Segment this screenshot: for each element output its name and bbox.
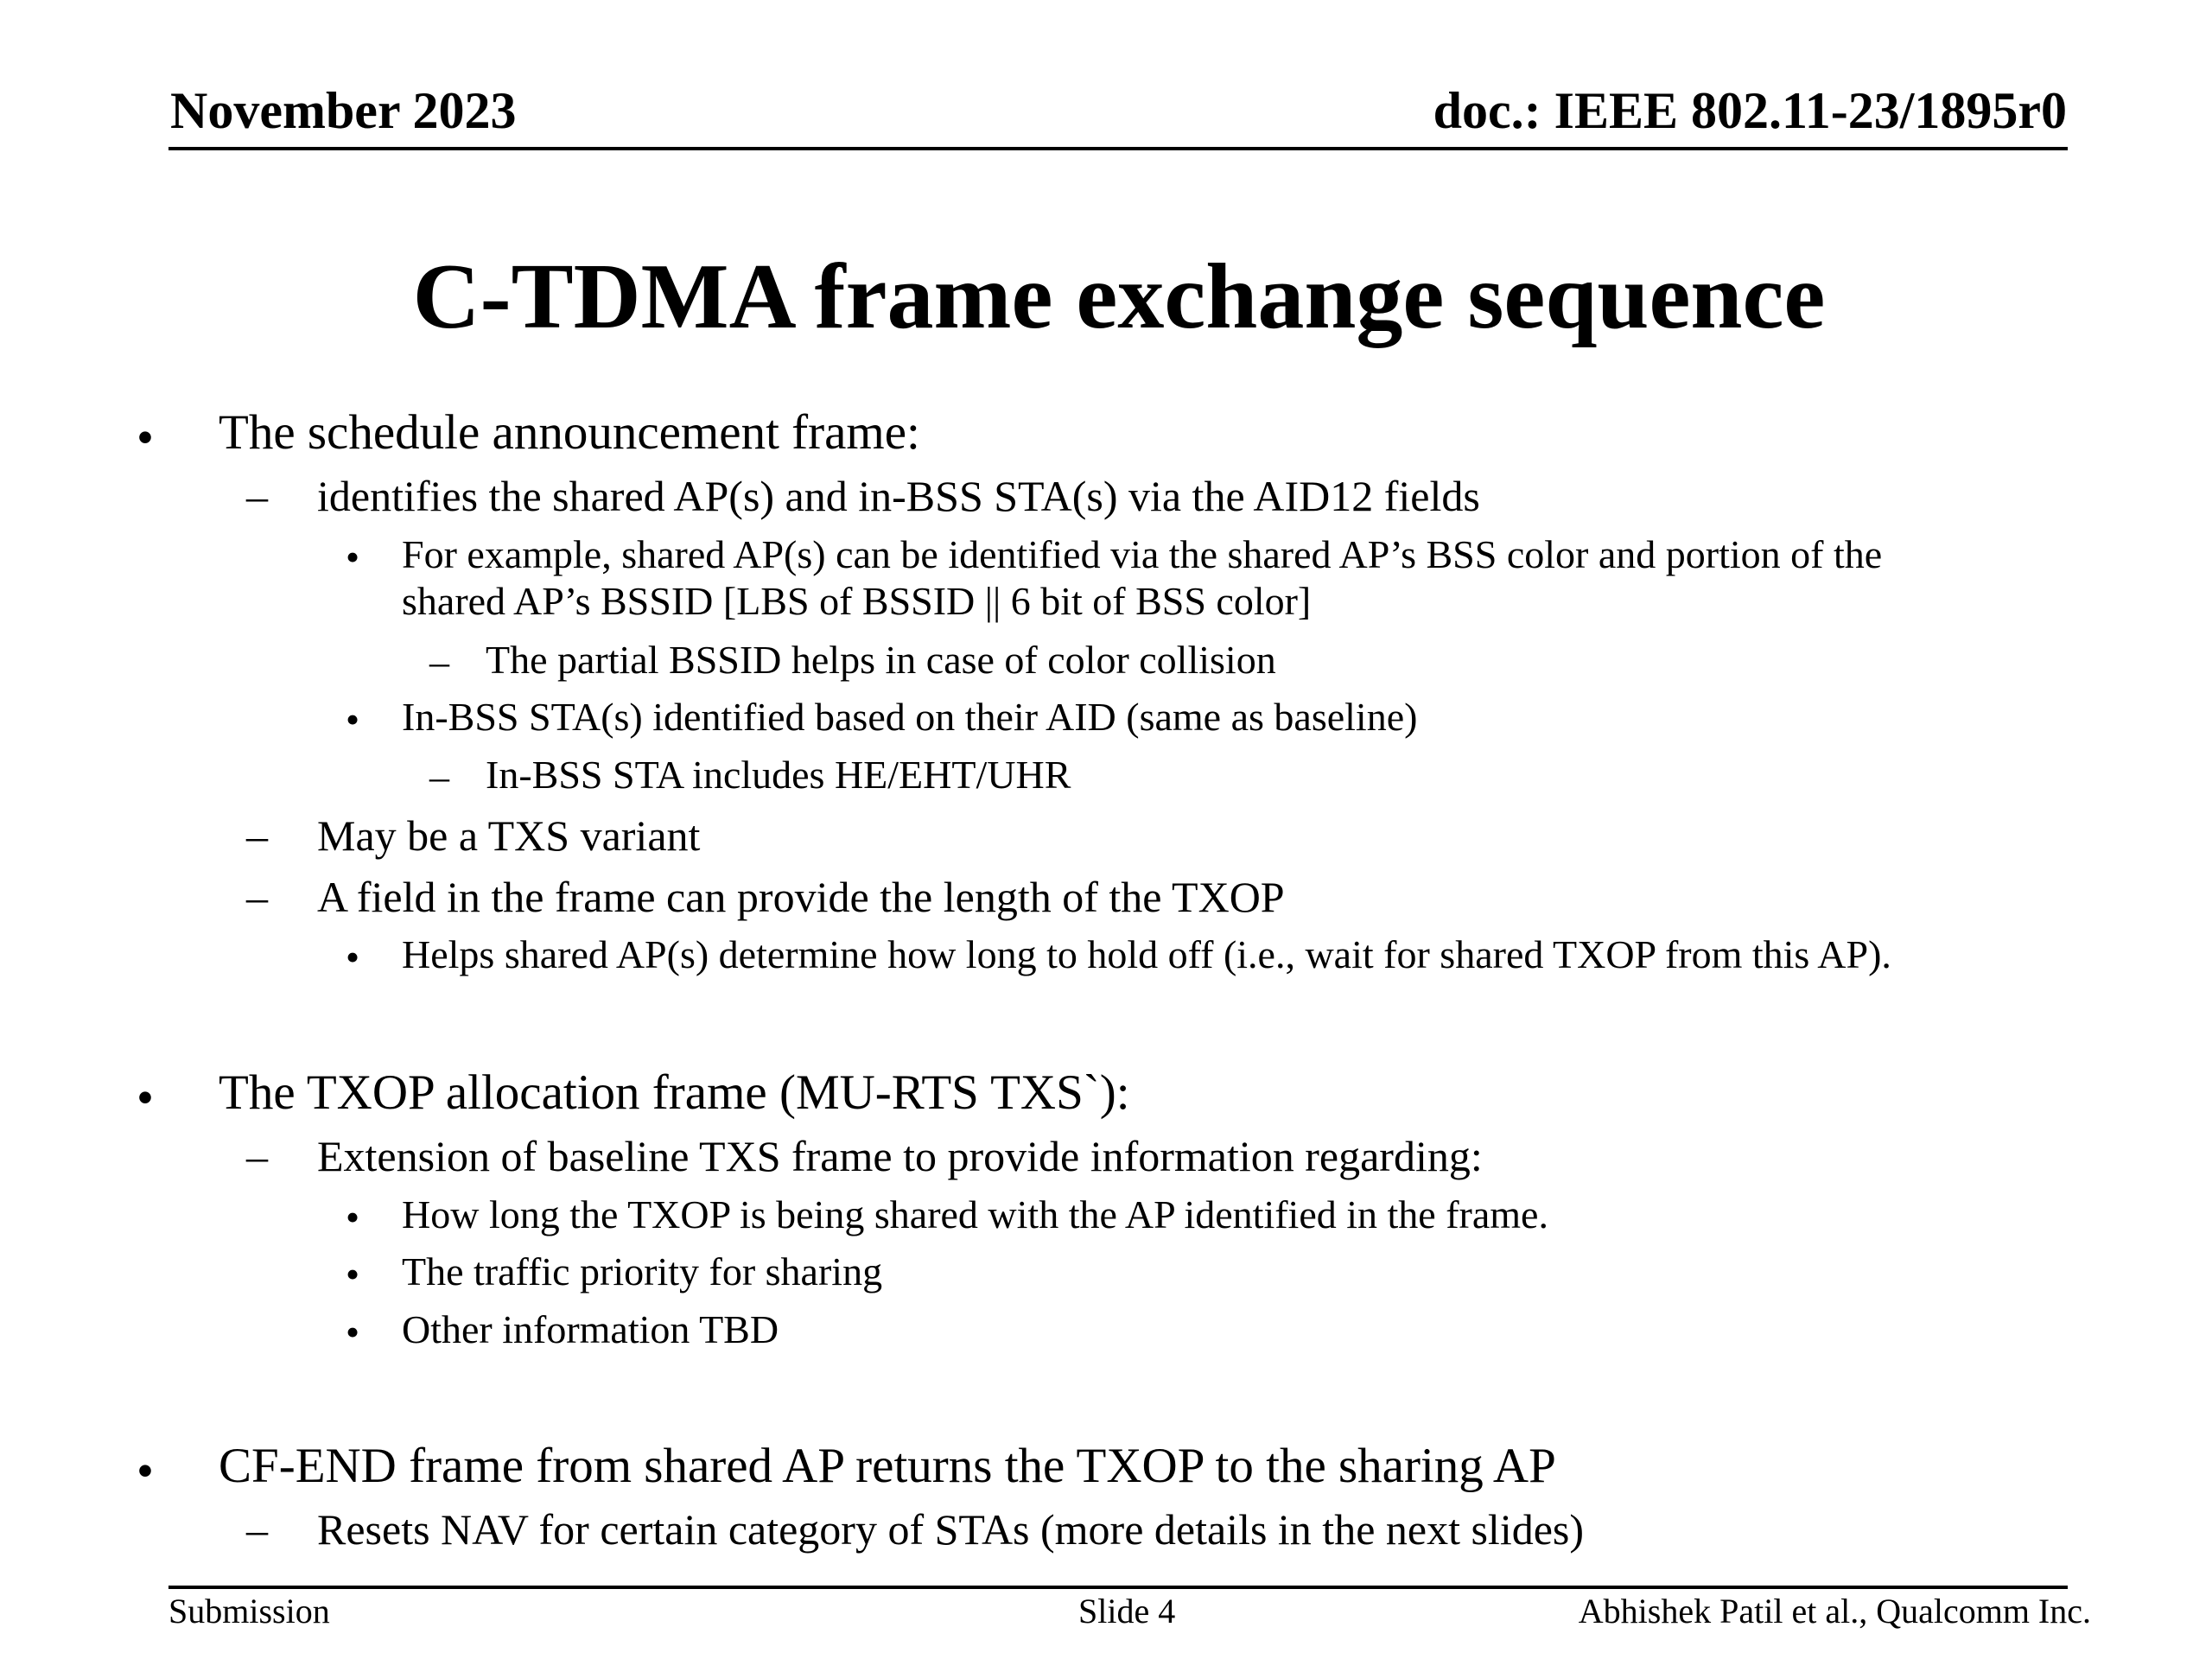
- dash-marker: –: [246, 811, 268, 860]
- item-other-info: Other information TBD: [402, 1307, 779, 1351]
- bullet-marker: •: [137, 1444, 154, 1498]
- dash-marker: –: [429, 639, 449, 683]
- item-txop-shared-duration: How long the TXOP is being shared with the AP identified in the frame.: [402, 1192, 1548, 1236]
- footer-submission: Submission: [168, 1592, 330, 1630]
- bullet-marker: •: [346, 935, 360, 979]
- footer-slide-number: Slide 4: [1078, 1592, 1176, 1630]
- sub-resets-nav: Resets NAV for certain category of STAs (more details in the next slides): [317, 1505, 1585, 1554]
- dash-marker: –: [246, 873, 268, 921]
- item-hold-off: Helps shared AP(s) determine how long to hold off (i.e., wait for shared TXOP from this AP).: [402, 932, 1891, 976]
- header-date: November 2023: [170, 82, 517, 139]
- header-doc-id: doc.: IEEE 802.11-23/1895r0: [1433, 82, 2067, 139]
- footer-divider: [168, 1586, 2068, 1589]
- bullet-marker: •: [346, 535, 360, 579]
- item-partial-bssid: The partial BSSID helps in case of color collision: [486, 638, 1276, 682]
- bullet-marker: •: [346, 697, 360, 741]
- header-divider: [168, 147, 2068, 150]
- item-traffic-priority: The traffic priority for sharing: [402, 1249, 883, 1294]
- dash-marker: –: [429, 754, 449, 798]
- sub-identifies-shared-ap: identifies the shared AP(s) and in-BSS STA(s) via the AID12 fields: [317, 472, 1480, 520]
- item-in-bss-sta: In-BSS STA(s) identified based on their AID (same as baseline): [402, 695, 1418, 739]
- bullet-marker: •: [137, 410, 154, 465]
- item-example-line-1: For example, shared AP(s) can be identified via the shared AP’s BSS color and portion of the: [402, 532, 1883, 576]
- bullet-marker: •: [346, 1252, 360, 1296]
- dash-marker: –: [246, 1505, 268, 1554]
- item-in-bss-includes: In-BSS STA includes HE/EHT/UHR: [486, 753, 1071, 797]
- sub-txs-variant: May be a TXS variant: [317, 811, 701, 860]
- bullet-schedule-announcement: The schedule announcement frame:: [219, 405, 920, 460]
- footer-author: Abhishek Patil et al., Qualcomm Inc.: [1578, 1592, 2091, 1630]
- item-example-line-2: shared AP’s BSSID [LBS of BSSID || 6 bit of BSS color]: [402, 579, 1312, 623]
- bullet-marker: •: [346, 1195, 360, 1239]
- bullet-marker: •: [137, 1071, 154, 1125]
- bullet-cf-end: CF-END frame from shared AP returns the TXOP to the sharing AP: [219, 1439, 1556, 1493]
- sub-extension-baseline-txs: Extension of baseline TXS frame to provide information regarding:: [317, 1132, 1483, 1180]
- sub-txop-length-field: A field in the frame can provide the length of the TXOP: [317, 873, 1285, 921]
- bullet-marker: •: [346, 1310, 360, 1354]
- slide-title: C-TDMA frame exchange sequence: [412, 245, 1826, 348]
- bullet-txop-allocation: The TXOP allocation frame (MU-RTS TXS`):: [219, 1065, 1130, 1120]
- dash-marker: –: [246, 1132, 268, 1180]
- dash-marker: –: [246, 472, 268, 520]
